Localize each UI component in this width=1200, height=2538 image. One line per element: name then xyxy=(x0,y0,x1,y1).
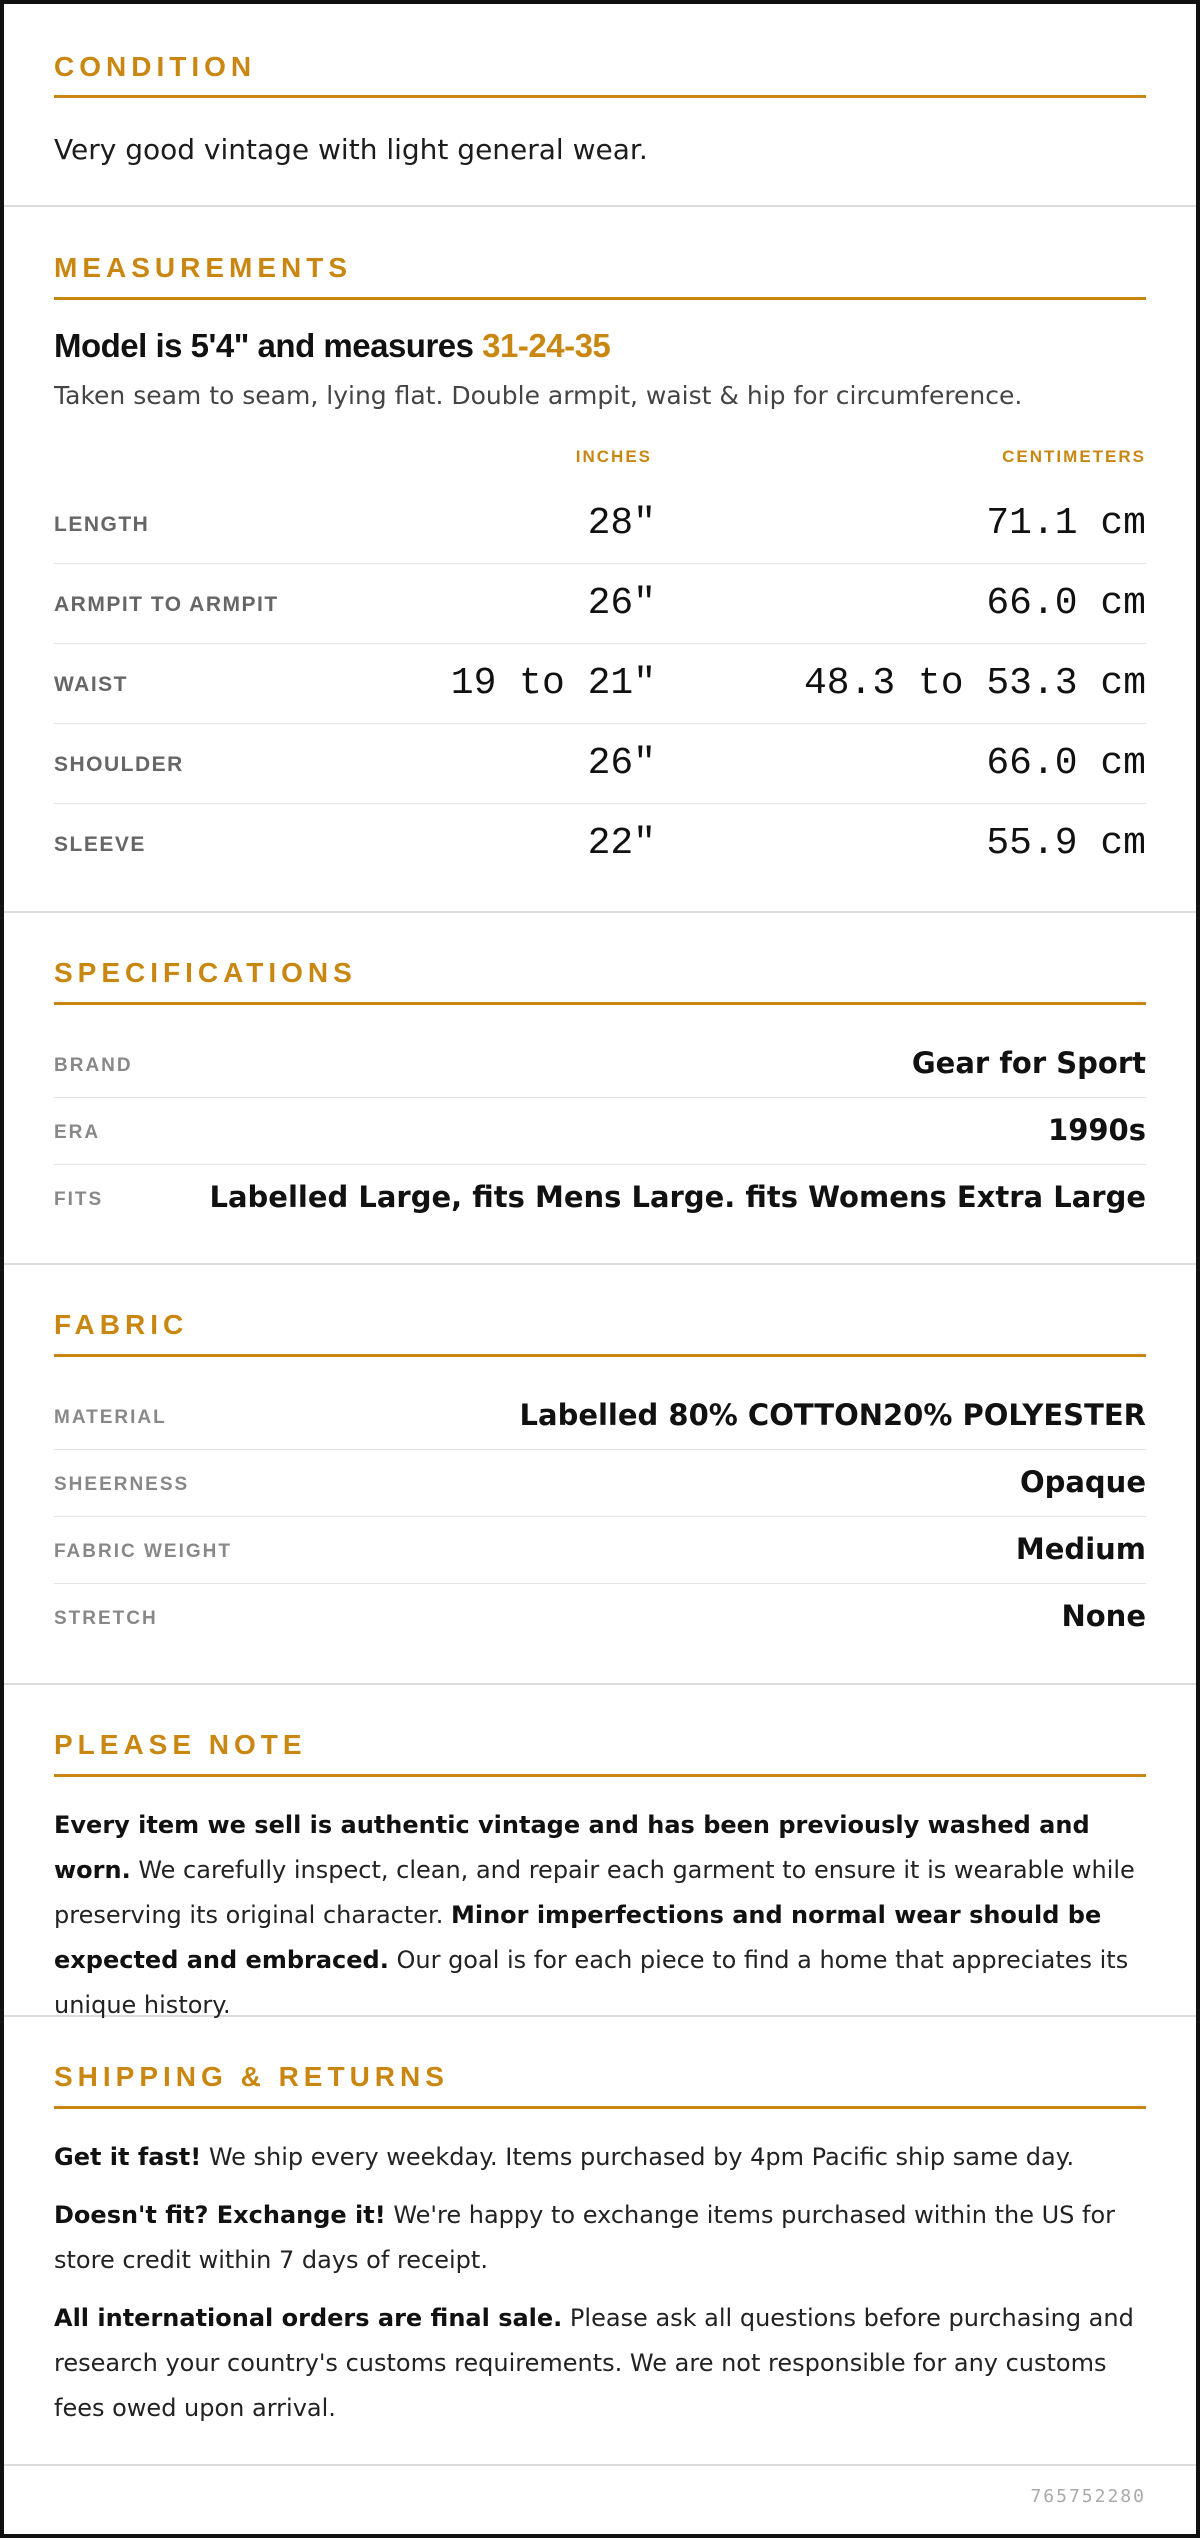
spec-label: FITS xyxy=(54,1189,104,1210)
measurements-divider xyxy=(54,297,1146,300)
column-header-centimeters: CENTIMETERS xyxy=(1002,447,1146,466)
fabric-value: Labelled 80% COTTON20% POLYESTER xyxy=(519,1398,1146,1432)
fabric-label: FABRIC WEIGHT xyxy=(54,1541,232,1562)
please-note-title: PLEASE NOTE xyxy=(54,1729,307,1760)
measurement-centimeters: 55.9 cm xyxy=(986,822,1146,865)
measurement-label: LENGTH xyxy=(54,513,150,536)
fabric-title: FABRIC xyxy=(54,1309,189,1340)
condition-section xyxy=(4,4,1196,207)
fabric-label: MATERIAL xyxy=(54,1407,167,1428)
measurement-inches: 22" xyxy=(587,822,656,865)
measurement-inches: 26" xyxy=(587,742,656,785)
please-note-paragraph xyxy=(54,1803,1146,2028)
fabric-row-material xyxy=(54,1383,1146,1450)
note-text-2: Our goal is for each piece to find a home that appreciates its unique history. xyxy=(54,1946,1129,2019)
fabric-value: Medium xyxy=(1015,1532,1146,1566)
measurement-inches: 26" xyxy=(587,582,656,625)
measurement-centimeters: 71.1 cm xyxy=(986,502,1146,545)
fabric-row-stretch xyxy=(54,1584,1146,1651)
note-emphasis-2: Minor imperfections and normal wear should be expected and embraced. xyxy=(54,1901,1102,1974)
column-header-inches: INCHES xyxy=(575,447,652,466)
spec-row-era xyxy=(54,1098,1146,1165)
measurement-centimeters: 66.0 cm xyxy=(986,582,1146,625)
shipping-returns-divider xyxy=(54,2106,1146,2109)
measurement-label: WAIST xyxy=(54,673,128,696)
measurement-row-waist xyxy=(54,644,1146,724)
spec-label: ERA xyxy=(54,1122,101,1143)
shipping-text: We ship every weekday. Items purchased by 4pm Pacific ship same day. xyxy=(201,2143,1075,2171)
measurement-row-sleeve xyxy=(54,804,1146,884)
fabric-value: None xyxy=(1061,1599,1146,1633)
fabric-row-weight xyxy=(54,1517,1146,1584)
measurement-inches: 19 to 21" xyxy=(450,662,656,705)
please-note-section xyxy=(4,1685,1196,2017)
shipping-emphasis: Get it fast! xyxy=(54,2143,202,2171)
shipping-paragraph-international xyxy=(54,2296,1146,2431)
please-note-divider xyxy=(54,1774,1146,1777)
measurements-subtitle: Taken seam to seam, lying flat. Double armpit, waist & hip for circumference. xyxy=(54,381,1023,410)
condition-title: CONDITION xyxy=(54,51,257,82)
fabric-label: STRETCH xyxy=(54,1608,158,1629)
note-text-1: We carefully inspect, clean, and repair each garment to ensure it is wearable while preserving its original character. xyxy=(54,1856,1135,1929)
specifications-section xyxy=(4,913,1196,1265)
fabric-value: Opaque xyxy=(1019,1465,1146,1499)
note-emphasis-1: Every item we sell is authentic vintage and has been previously washed and worn. xyxy=(54,1811,1090,1884)
model-prefix: Model is 5'4" and measures xyxy=(54,327,483,364)
specifications-title: SPECIFICATIONS xyxy=(54,957,357,988)
measurement-row-length xyxy=(54,484,1146,564)
fabric-divider xyxy=(54,1354,1146,1357)
spec-value: Labelled Large, fits Mens Large. fits Womens Extra Large xyxy=(209,1180,1146,1214)
exchange-text: We're happy to exchange items purchased within the US for store credit within 7 days of receipt. xyxy=(54,2201,1116,2274)
international-text: Please ask all questions before purchasing and research your country's customs requirements. We are not responsible for any customs fees owed upon arrival. xyxy=(54,2304,1134,2422)
model-measures-heading xyxy=(54,327,610,365)
fabric-row-sheerness xyxy=(54,1450,1146,1517)
measurement-label: SHOULDER xyxy=(54,753,184,776)
international-emphasis: All international orders are final sale. xyxy=(54,2304,563,2332)
condition-divider xyxy=(54,95,1146,98)
fabric-section xyxy=(4,1265,1196,1685)
specifications-divider xyxy=(54,1002,1146,1005)
spec-row-brand xyxy=(54,1031,1146,1098)
shipping-paragraph-fast xyxy=(54,2135,1146,2180)
model-measures-value: 31-24-35 xyxy=(482,327,611,364)
shipping-returns-section xyxy=(4,2017,1196,2466)
spec-row-fits xyxy=(54,1165,1146,1232)
measurement-inches: 28" xyxy=(587,502,656,545)
measurement-row-shoulder xyxy=(54,724,1146,804)
shipping-returns-title: SHIPPING & RETURNS xyxy=(54,2061,449,2092)
measurement-centimeters: 66.0 cm xyxy=(986,742,1146,785)
measurements-section xyxy=(4,207,1196,913)
measurements-title: MEASUREMENTS xyxy=(54,252,353,283)
measurement-label: SLEEVE xyxy=(54,833,146,856)
product-id: 765752280 xyxy=(1030,2486,1146,2507)
condition-text: Very good vintage with light general wear. xyxy=(54,133,648,166)
measurement-row-armpit xyxy=(54,564,1146,644)
spec-value: 1990s xyxy=(1048,1113,1146,1147)
exchange-emphasis: Doesn't fit? Exchange it! xyxy=(54,2201,386,2229)
measurement-centimeters: 48.3 to 53.3 cm xyxy=(803,662,1146,705)
shipping-paragraph-exchange xyxy=(54,2193,1146,2283)
spec-label: BRAND xyxy=(54,1055,133,1076)
spec-value: Gear for Sport xyxy=(911,1046,1146,1080)
fabric-label: SHEERNESS xyxy=(54,1474,190,1495)
measurement-label: ARMPIT TO ARMPIT xyxy=(54,593,279,616)
